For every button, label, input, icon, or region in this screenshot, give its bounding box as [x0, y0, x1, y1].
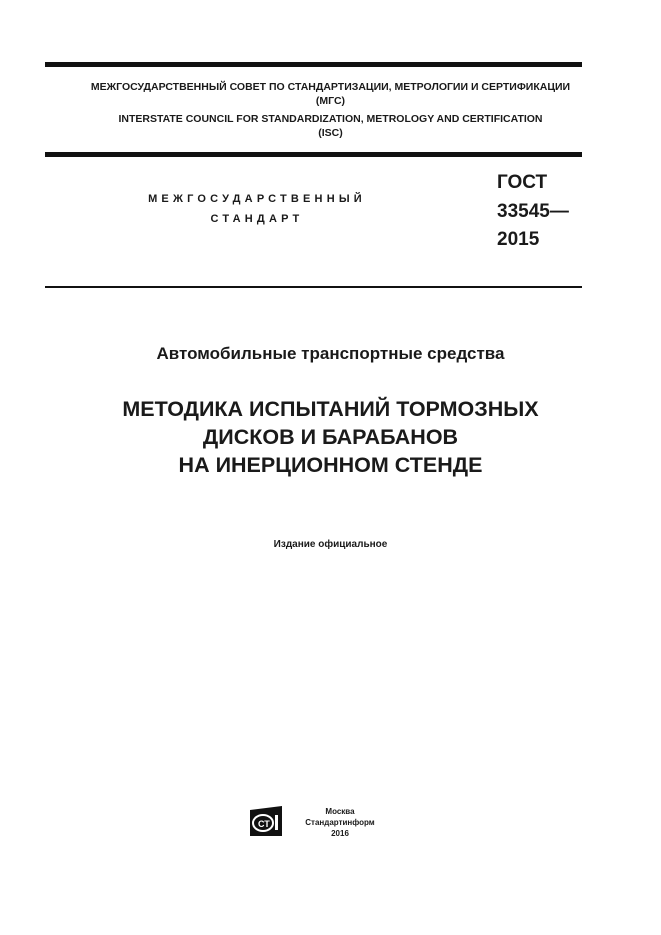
top-rule — [45, 62, 582, 67]
publisher-year: 2016 — [331, 829, 349, 838]
subtitle: Автомобильные транспортные средства — [156, 344, 505, 363]
designation-rule — [45, 286, 582, 288]
publisher-city: Москва — [325, 807, 355, 816]
header-rule — [45, 152, 582, 157]
title-line1: МЕТОДИКА ИСПЫТАНИЙ ТОРМОЗНЫХ — [122, 397, 539, 421]
standard-type-line2: СТАНДАРТ — [210, 213, 304, 225]
council-ru-abbr: (МГС) — [315, 95, 346, 107]
council-ru: МЕЖГОСУДАРСТВЕННЫЙ СОВЕТ ПО СТАНДАРТИЗАЦИИ, МЕТРОЛОГИИ И СЕРТИФИКАЦИИ — [90, 81, 571, 93]
publisher-name: Стандартинформ — [305, 818, 375, 827]
edition-note: Издание официальное — [273, 539, 388, 550]
gost-number: 33545— — [497, 201, 569, 222]
title-line2: ДИСКОВ И БАРАБАНОВ — [202, 425, 459, 449]
svg-text:СТ: СТ — [258, 819, 270, 829]
standartinform-logo-icon — [248, 804, 284, 838]
gost-year: 2015 — [497, 229, 540, 250]
council-en: INTERSTATE COUNCIL FOR STANDARDIZATION, METROLOGY AND CERTIFICATION — [118, 113, 543, 125]
gost-prefix: ГОСТ — [497, 172, 548, 193]
title-line3: НА ИНЕРЦИОННОМ СТЕНДЕ — [178, 453, 483, 477]
council-en-abbr: (ISC) — [318, 127, 343, 139]
standard-type-line1: МЕЖГОСУДАРСТВЕННЫЙ — [148, 193, 366, 205]
